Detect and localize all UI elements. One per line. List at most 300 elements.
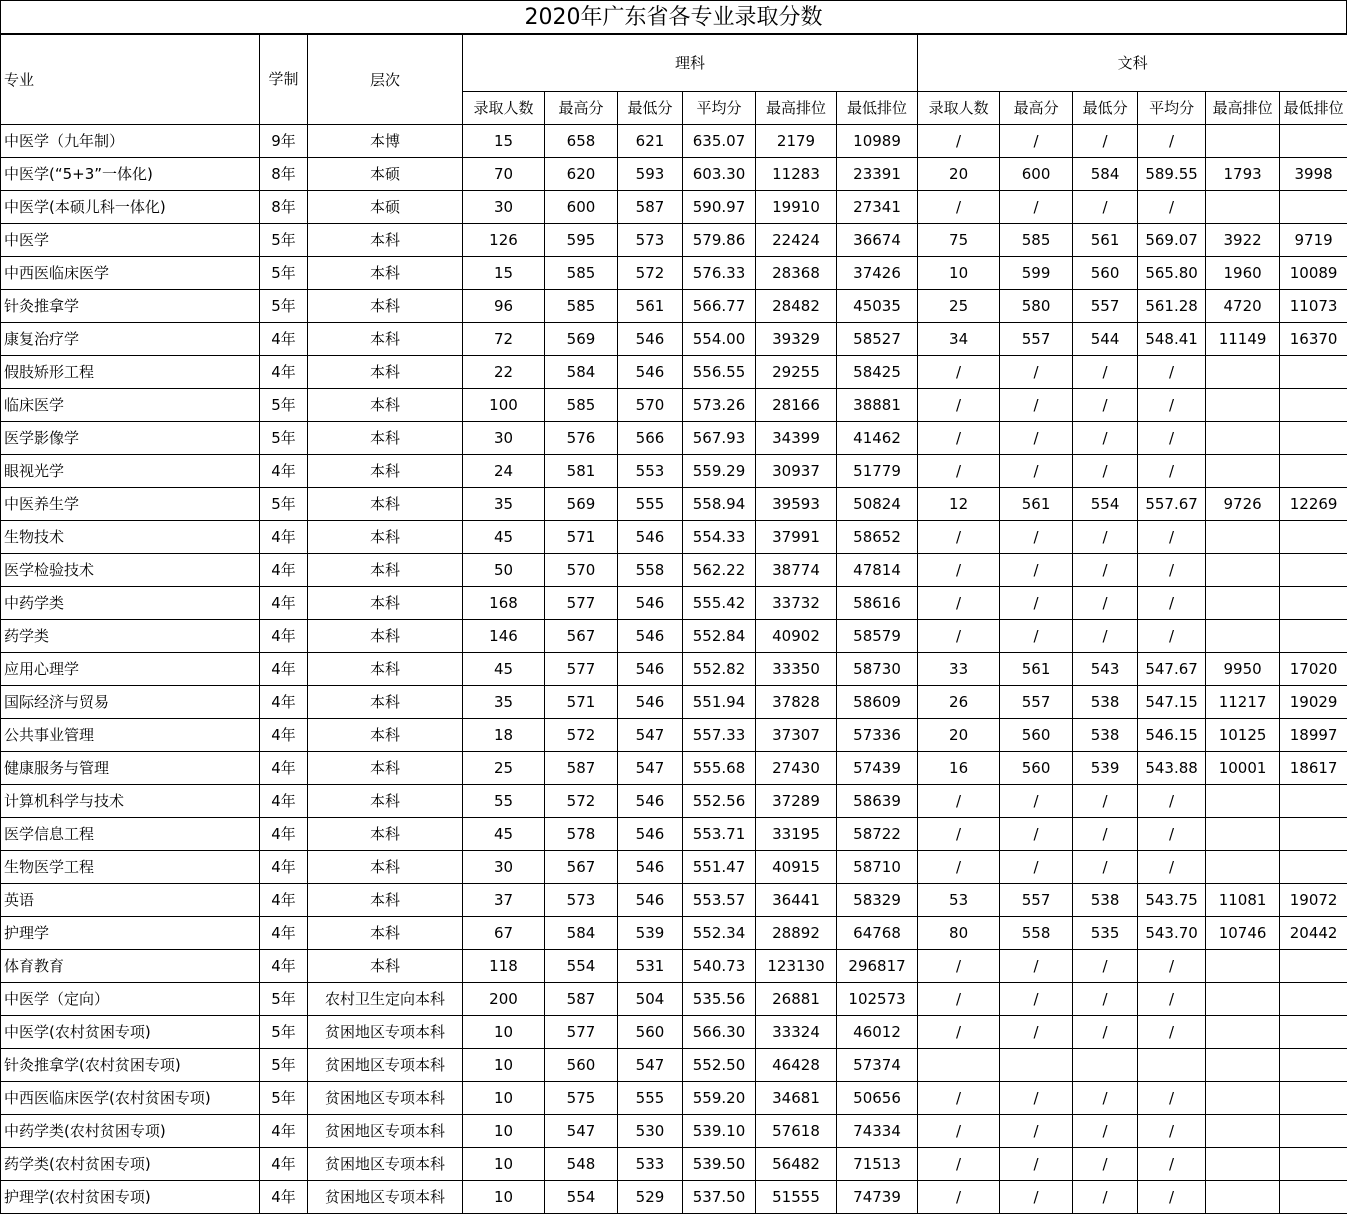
cell-major: 中医学 xyxy=(1,224,260,257)
cell-arts-5 xyxy=(1280,851,1347,884)
cell-arts-0: 12 xyxy=(918,488,1000,521)
table-row xyxy=(1,257,1347,290)
cell-science-3: 559.20 xyxy=(683,1082,756,1115)
cell-arts-2: 557 xyxy=(1073,290,1138,323)
cell-science-0: 10 xyxy=(463,1016,545,1049)
cell-duration: 4年 xyxy=(260,1115,308,1148)
cell-science-3: 566.77 xyxy=(683,290,756,323)
table-row xyxy=(1,488,1347,521)
cell-science-4: 38774 xyxy=(756,554,837,587)
cell-science-2: 621 xyxy=(618,125,683,158)
cell-arts-4 xyxy=(1206,191,1280,224)
cell-major: 中医学(“5+3”一体化) xyxy=(1,158,260,191)
cell-arts-4: 1960 xyxy=(1206,257,1280,290)
cell-science-2: 546 xyxy=(618,785,683,818)
cell-duration: 4年 xyxy=(260,884,308,917)
cell-science-1: 577 xyxy=(545,587,618,620)
cell-science-4: 34399 xyxy=(756,422,837,455)
cell-science-1: 573 xyxy=(545,884,618,917)
table-row xyxy=(1,1181,1347,1214)
table-row xyxy=(1,389,1347,422)
cell-level: 贫困地区专项本科 xyxy=(308,1115,463,1148)
cell-science-5: 58609 xyxy=(837,686,918,719)
cell-arts-3: 561.28 xyxy=(1138,290,1206,323)
cell-science-2: 566 xyxy=(618,422,683,455)
cell-arts-0: / xyxy=(918,851,1000,884)
cell-science-1: 571 xyxy=(545,521,618,554)
cell-level: 本科 xyxy=(308,587,463,620)
cell-science-1: 581 xyxy=(545,455,618,488)
cell-arts-2: / xyxy=(1073,620,1138,653)
cell-arts-4 xyxy=(1206,521,1280,554)
cell-science-1: 572 xyxy=(545,785,618,818)
cell-arts-1: 557 xyxy=(1000,884,1073,917)
cell-duration: 5年 xyxy=(260,1049,308,1082)
cell-arts-4: 9726 xyxy=(1206,488,1280,521)
cell-arts-2 xyxy=(1073,1049,1138,1082)
header-arts: 文科 xyxy=(918,35,1347,92)
cell-science-4: 11283 xyxy=(756,158,837,191)
cell-duration: 4年 xyxy=(260,818,308,851)
cell-arts-2: 539 xyxy=(1073,752,1138,785)
cell-science-0: 55 xyxy=(463,785,545,818)
cell-major: 中西医临床医学 xyxy=(1,257,260,290)
cell-arts-3: / xyxy=(1138,818,1206,851)
cell-arts-2: / xyxy=(1073,422,1138,455)
cell-science-3: 573.26 xyxy=(683,389,756,422)
cell-arts-0: / xyxy=(918,191,1000,224)
cell-science-1: 587 xyxy=(545,752,618,785)
cell-science-0: 72 xyxy=(463,323,545,356)
cell-major: 国际经济与贸易 xyxy=(1,686,260,719)
cell-science-1: 560 xyxy=(545,1049,618,1082)
cell-science-3: 535.56 xyxy=(683,983,756,1016)
cell-science-2: 555 xyxy=(618,1082,683,1115)
cell-major: 康复治疗学 xyxy=(1,323,260,356)
cell-science-4: 37307 xyxy=(756,719,837,752)
cell-arts-0: / xyxy=(918,1082,1000,1115)
table-row xyxy=(1,422,1347,455)
cell-arts-3: / xyxy=(1138,455,1206,488)
cell-arts-5 xyxy=(1280,818,1347,851)
cell-arts-5 xyxy=(1280,125,1347,158)
cell-science-2: 546 xyxy=(618,521,683,554)
cell-science-0: 10 xyxy=(463,1049,545,1082)
cell-level: 本科 xyxy=(308,422,463,455)
cell-arts-4 xyxy=(1206,950,1280,983)
cell-arts-0: 20 xyxy=(918,158,1000,191)
cell-arts-0: / xyxy=(918,455,1000,488)
cell-arts-5 xyxy=(1280,1181,1347,1214)
cell-arts-4: 11149 xyxy=(1206,323,1280,356)
cell-science-5: 37426 xyxy=(837,257,918,290)
cell-arts-0: 25 xyxy=(918,290,1000,323)
cell-science-1: 554 xyxy=(545,1181,618,1214)
header-major: 专业 xyxy=(1,35,260,125)
cell-science-0: 118 xyxy=(463,950,545,983)
cell-science-1: 620 xyxy=(545,158,618,191)
cell-arts-5 xyxy=(1280,1049,1347,1082)
cell-science-2: 533 xyxy=(618,1148,683,1181)
cell-science-3: 567.93 xyxy=(683,422,756,455)
cell-duration: 4年 xyxy=(260,323,308,356)
cell-science-5: 45035 xyxy=(837,290,918,323)
cell-arts-1: / xyxy=(1000,983,1073,1016)
cell-science-1: 575 xyxy=(545,1082,618,1115)
cell-science-1: 577 xyxy=(545,1016,618,1049)
cell-arts-3: 543.75 xyxy=(1138,884,1206,917)
cell-science-0: 67 xyxy=(463,917,545,950)
cell-arts-3: / xyxy=(1138,587,1206,620)
cell-science-4: 40902 xyxy=(756,620,837,653)
cell-arts-2: / xyxy=(1073,554,1138,587)
cell-level: 本科 xyxy=(308,917,463,950)
cell-arts-2: / xyxy=(1073,851,1138,884)
cell-arts-2: / xyxy=(1073,125,1138,158)
cell-science-5: 46012 xyxy=(837,1016,918,1049)
cell-science-3: 557.33 xyxy=(683,719,756,752)
cell-duration: 4年 xyxy=(260,785,308,818)
subheader-sci-4: 最高排位 xyxy=(756,92,837,125)
table-row xyxy=(1,917,1347,950)
cell-science-1: 569 xyxy=(545,323,618,356)
cell-level: 农村卫生定向本科 xyxy=(308,983,463,1016)
table-row xyxy=(1,719,1347,752)
cell-arts-3: 548.41 xyxy=(1138,323,1206,356)
cell-major: 中医学（九年制） xyxy=(1,125,260,158)
cell-major: 中医学(农村贫困专项) xyxy=(1,1016,260,1049)
cell-science-0: 70 xyxy=(463,158,545,191)
cell-arts-4: 4720 xyxy=(1206,290,1280,323)
subheader-arts-5: 最低排位 xyxy=(1280,92,1347,125)
cell-science-2: 546 xyxy=(618,587,683,620)
cell-arts-5: 11073 xyxy=(1280,290,1347,323)
cell-arts-1: 600 xyxy=(1000,158,1073,191)
cell-arts-3: / xyxy=(1138,125,1206,158)
cell-arts-0: 75 xyxy=(918,224,1000,257)
cell-science-3: 576.33 xyxy=(683,257,756,290)
cell-arts-4: 3922 xyxy=(1206,224,1280,257)
cell-arts-3: 547.15 xyxy=(1138,686,1206,719)
cell-science-3: 562.22 xyxy=(683,554,756,587)
cell-arts-5: 16370 xyxy=(1280,323,1347,356)
table-row xyxy=(1,1049,1347,1082)
cell-science-5: 50824 xyxy=(837,488,918,521)
cell-arts-2: / xyxy=(1073,1115,1138,1148)
table-row xyxy=(1,983,1347,1016)
cell-duration: 4年 xyxy=(260,521,308,554)
cell-science-3: 539.50 xyxy=(683,1148,756,1181)
cell-science-4: 2179 xyxy=(756,125,837,158)
cell-arts-3: / xyxy=(1138,1181,1206,1214)
cell-level: 本科 xyxy=(308,488,463,521)
cell-arts-1: 585 xyxy=(1000,224,1073,257)
cell-arts-1: / xyxy=(1000,422,1073,455)
cell-arts-0: / xyxy=(918,1148,1000,1181)
cell-arts-4 xyxy=(1206,1049,1280,1082)
cell-arts-5: 12269 xyxy=(1280,488,1347,521)
table-row xyxy=(1,1115,1347,1148)
cell-science-3: 555.68 xyxy=(683,752,756,785)
cell-arts-4 xyxy=(1206,1082,1280,1115)
cell-arts-2: / xyxy=(1073,983,1138,1016)
cell-science-0: 45 xyxy=(463,521,545,554)
cell-science-2: 546 xyxy=(618,686,683,719)
cell-science-2: 553 xyxy=(618,455,683,488)
cell-science-2: 547 xyxy=(618,752,683,785)
cell-level: 本硕 xyxy=(308,191,463,224)
cell-science-4: 28892 xyxy=(756,917,837,950)
subheader-arts-0: 录取人数 xyxy=(918,92,1000,125)
table-row xyxy=(1,323,1347,356)
cell-duration: 5年 xyxy=(260,290,308,323)
cell-arts-1: / xyxy=(1000,125,1073,158)
cell-arts-3: / xyxy=(1138,191,1206,224)
cell-science-5: 10989 xyxy=(837,125,918,158)
cell-arts-5: 18617 xyxy=(1280,752,1347,785)
cell-major: 假肢矫形工程 xyxy=(1,356,260,389)
cell-science-5: 58710 xyxy=(837,851,918,884)
cell-science-4: 33350 xyxy=(756,653,837,686)
cell-level: 本科 xyxy=(308,554,463,587)
cell-arts-4: 11217 xyxy=(1206,686,1280,719)
cell-science-0: 168 xyxy=(463,587,545,620)
table-row xyxy=(1,455,1347,488)
table-row xyxy=(1,191,1347,224)
cell-science-0: 200 xyxy=(463,983,545,1016)
cell-arts-1: / xyxy=(1000,785,1073,818)
cell-science-3: 552.84 xyxy=(683,620,756,653)
cell-science-2: 558 xyxy=(618,554,683,587)
cell-science-0: 30 xyxy=(463,422,545,455)
cell-science-5: 296817 xyxy=(837,950,918,983)
cell-arts-2: / xyxy=(1073,389,1138,422)
cell-science-4: 36441 xyxy=(756,884,837,917)
cell-science-4: 37828 xyxy=(756,686,837,719)
cell-science-0: 35 xyxy=(463,686,545,719)
cell-arts-4 xyxy=(1206,983,1280,1016)
cell-science-5: 41462 xyxy=(837,422,918,455)
cell-level: 本科 xyxy=(308,851,463,884)
cell-arts-0: / xyxy=(918,521,1000,554)
cell-arts-2: / xyxy=(1073,818,1138,851)
cell-arts-4 xyxy=(1206,818,1280,851)
cell-science-3: 551.94 xyxy=(683,686,756,719)
cell-arts-0: 20 xyxy=(918,719,1000,752)
header-level: 层次 xyxy=(308,35,463,125)
cell-science-2: 531 xyxy=(618,950,683,983)
cell-science-3: 539.10 xyxy=(683,1115,756,1148)
table-row xyxy=(1,884,1347,917)
cell-science-1: 554 xyxy=(545,950,618,983)
cell-arts-3: 589.55 xyxy=(1138,158,1206,191)
cell-arts-1: 561 xyxy=(1000,488,1073,521)
cell-arts-3: / xyxy=(1138,554,1206,587)
cell-level: 本科 xyxy=(308,653,463,686)
cell-arts-4 xyxy=(1206,455,1280,488)
cell-science-3: 554.00 xyxy=(683,323,756,356)
cell-science-1: 584 xyxy=(545,356,618,389)
cell-science-3: 551.47 xyxy=(683,851,756,884)
cell-science-3: 552.82 xyxy=(683,653,756,686)
cell-level: 本硕 xyxy=(308,158,463,191)
cell-science-4: 30937 xyxy=(756,455,837,488)
cell-major: 医学信息工程 xyxy=(1,818,260,851)
cell-arts-5 xyxy=(1280,191,1347,224)
cell-arts-5 xyxy=(1280,983,1347,1016)
cell-level: 本科 xyxy=(308,389,463,422)
cell-level: 贫困地区专项本科 xyxy=(308,1148,463,1181)
cell-arts-1 xyxy=(1000,1049,1073,1082)
cell-arts-0: / xyxy=(918,1115,1000,1148)
cell-arts-2: 584 xyxy=(1073,158,1138,191)
table-row xyxy=(1,686,1347,719)
cell-arts-4 xyxy=(1206,554,1280,587)
cell-arts-4: 10746 xyxy=(1206,917,1280,950)
cell-science-3: 553.71 xyxy=(683,818,756,851)
cell-arts-4: 1793 xyxy=(1206,158,1280,191)
cell-major: 护理学(农村贫困专项) xyxy=(1,1181,260,1214)
cell-arts-1: 580 xyxy=(1000,290,1073,323)
cell-arts-3 xyxy=(1138,1049,1206,1082)
cell-arts-0: 53 xyxy=(918,884,1000,917)
cell-arts-2: / xyxy=(1073,521,1138,554)
cell-science-5: 50656 xyxy=(837,1082,918,1115)
cell-major: 眼视光学 xyxy=(1,455,260,488)
cell-arts-5 xyxy=(1280,455,1347,488)
cell-science-0: 18 xyxy=(463,719,545,752)
cell-science-3: 552.50 xyxy=(683,1049,756,1082)
cell-science-3: 566.30 xyxy=(683,1016,756,1049)
cell-duration: 4年 xyxy=(260,851,308,884)
cell-science-4: 123130 xyxy=(756,950,837,983)
cell-science-2: 572 xyxy=(618,257,683,290)
cell-arts-2: / xyxy=(1073,1016,1138,1049)
cell-major: 体育教育 xyxy=(1,950,260,983)
cell-arts-1: / xyxy=(1000,455,1073,488)
cell-science-0: 10 xyxy=(463,1082,545,1115)
cell-science-5: 38881 xyxy=(837,389,918,422)
cell-arts-0: / xyxy=(918,620,1000,653)
cell-science-4: 51555 xyxy=(756,1181,837,1214)
cell-arts-3: / xyxy=(1138,1016,1206,1049)
cell-science-3: 579.86 xyxy=(683,224,756,257)
cell-science-3: 556.55 xyxy=(683,356,756,389)
cell-level: 本科 xyxy=(308,785,463,818)
cell-arts-1: / xyxy=(1000,950,1073,983)
cell-arts-0: / xyxy=(918,554,1000,587)
cell-arts-0: 10 xyxy=(918,257,1000,290)
table-row xyxy=(1,950,1347,983)
cell-science-5: 58722 xyxy=(837,818,918,851)
subheader-arts-4: 最高排位 xyxy=(1206,92,1280,125)
cell-arts-3: / xyxy=(1138,1082,1206,1115)
cell-arts-5 xyxy=(1280,422,1347,455)
cell-arts-0: / xyxy=(918,389,1000,422)
cell-science-1: 584 xyxy=(545,917,618,950)
table-row xyxy=(1,851,1347,884)
cell-science-3: 553.57 xyxy=(683,884,756,917)
cell-arts-3: 557.67 xyxy=(1138,488,1206,521)
cell-science-1: 548 xyxy=(545,1148,618,1181)
cell-arts-5: 20442 xyxy=(1280,917,1347,950)
cell-science-0: 15 xyxy=(463,257,545,290)
cell-arts-2: / xyxy=(1073,1181,1138,1214)
cell-arts-2: / xyxy=(1073,950,1138,983)
cell-science-1: 585 xyxy=(545,257,618,290)
cell-arts-1: / xyxy=(1000,1016,1073,1049)
cell-science-2: 570 xyxy=(618,389,683,422)
cell-arts-3: 565.80 xyxy=(1138,257,1206,290)
cell-arts-1: / xyxy=(1000,554,1073,587)
cell-science-3: 552.34 xyxy=(683,917,756,950)
cell-major: 中药学类(农村贫困专项) xyxy=(1,1115,260,1148)
cell-science-2: 547 xyxy=(618,719,683,752)
cell-science-0: 10 xyxy=(463,1115,545,1148)
cell-science-4: 33732 xyxy=(756,587,837,620)
cell-science-3: 537.50 xyxy=(683,1181,756,1214)
cell-duration: 4年 xyxy=(260,356,308,389)
cell-arts-1: / xyxy=(1000,1115,1073,1148)
cell-level: 本科 xyxy=(308,224,463,257)
cell-science-3: 603.30 xyxy=(683,158,756,191)
cell-science-1: 567 xyxy=(545,620,618,653)
cell-science-1: 578 xyxy=(545,818,618,851)
cell-science-5: 102573 xyxy=(837,983,918,1016)
cell-science-5: 74739 xyxy=(837,1181,918,1214)
cell-duration: 5年 xyxy=(260,488,308,521)
cell-arts-3: 547.67 xyxy=(1138,653,1206,686)
cell-major: 中医学(本硕儿科一体化) xyxy=(1,191,260,224)
cell-science-3: 554.33 xyxy=(683,521,756,554)
cell-arts-1: 561 xyxy=(1000,653,1073,686)
cell-science-1: 587 xyxy=(545,983,618,1016)
cell-level: 本科 xyxy=(308,521,463,554)
table-row xyxy=(1,587,1347,620)
cell-science-2: 546 xyxy=(618,818,683,851)
cell-science-2: 530 xyxy=(618,1115,683,1148)
cell-science-4: 28166 xyxy=(756,389,837,422)
cell-major: 英语 xyxy=(1,884,260,917)
cell-arts-1: / xyxy=(1000,1082,1073,1115)
cell-arts-1: / xyxy=(1000,356,1073,389)
cell-science-5: 36674 xyxy=(837,224,918,257)
cell-arts-4: 10125 xyxy=(1206,719,1280,752)
cell-level: 本科 xyxy=(308,818,463,851)
table-row xyxy=(1,290,1347,323)
cell-arts-1: / xyxy=(1000,818,1073,851)
cell-arts-4 xyxy=(1206,389,1280,422)
cell-science-1: 569 xyxy=(545,488,618,521)
cell-major: 医学影像学 xyxy=(1,422,260,455)
cell-arts-2: / xyxy=(1073,785,1138,818)
cell-duration: 4年 xyxy=(260,455,308,488)
cell-science-2: 587 xyxy=(618,191,683,224)
cell-arts-5 xyxy=(1280,356,1347,389)
cell-science-0: 45 xyxy=(463,653,545,686)
cell-science-2: 539 xyxy=(618,917,683,950)
cell-arts-4 xyxy=(1206,620,1280,653)
cell-arts-2: 535 xyxy=(1073,917,1138,950)
cell-arts-3: / xyxy=(1138,1115,1206,1148)
cell-arts-4: 11081 xyxy=(1206,884,1280,917)
cell-arts-1: / xyxy=(1000,389,1073,422)
cell-science-4: 19910 xyxy=(756,191,837,224)
cell-duration: 5年 xyxy=(260,389,308,422)
cell-arts-0: 34 xyxy=(918,323,1000,356)
cell-science-5: 58329 xyxy=(837,884,918,917)
cell-science-0: 126 xyxy=(463,224,545,257)
